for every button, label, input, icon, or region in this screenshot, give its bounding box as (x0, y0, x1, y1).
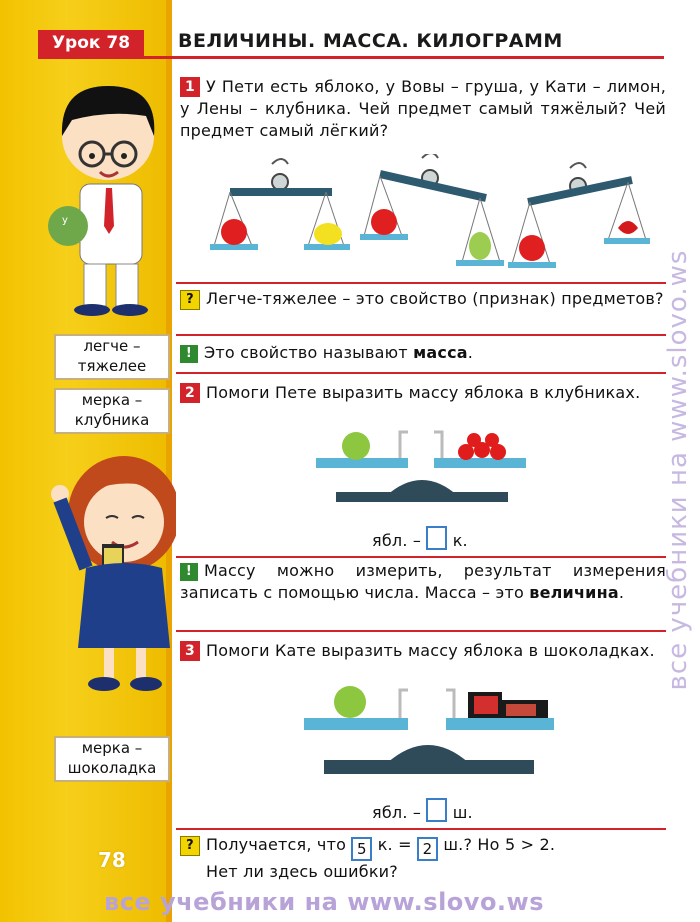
lesson-badge: Урок 78 (38, 30, 144, 56)
balance-scales-row (200, 154, 660, 272)
task-text: У Пети есть яблоко, у Вовы – груша, у Кати – лимон, у Лены – клубника. Чей предмет самый тяжёлый? Чей предмет самый лёгкий? (180, 77, 666, 140)
answer-text: Массу можно измерить, результат измерения записать с помощью числа. Масса – это (180, 561, 666, 602)
exclamation-icon: ! (180, 345, 198, 363)
answer-text: Это свойство называют (204, 343, 414, 362)
girl-illustration (46, 448, 176, 708)
boy-illustration (40, 76, 170, 316)
question-text: Легче-тяжелее – это свойство (признак) предметов? (206, 289, 664, 308)
watermark-bottom: все учебники на www.slovo.ws (104, 888, 544, 916)
page-title: ВЕЛИЧИНЫ. МАССА. КИЛОГРАММ (178, 30, 563, 52)
divider (176, 630, 666, 632)
pan-scale-chocolates (304, 680, 558, 782)
q2-part3: ш.? Но 5 > 2. (443, 835, 556, 854)
scale-apple-lemon (210, 159, 350, 250)
watermark-side: все учебники на www.slovo.ws (663, 249, 693, 691)
scale-apple-strawberry (508, 163, 650, 268)
value-box-5: 5 (351, 837, 372, 861)
eq-left: ябл. – (372, 531, 422, 550)
answer-end: . (467, 343, 474, 362)
task-text: Помоги Кате выразить массу яблока в шоколадках. (206, 641, 655, 660)
task-1 (180, 76, 666, 142)
task-number: 1 (180, 77, 200, 97)
question-2 (180, 834, 666, 883)
task-number: 2 (180, 383, 200, 403)
divider (176, 556, 666, 558)
answer-end: . (618, 583, 625, 602)
equation-1 (372, 526, 468, 552)
value-box-2: 2 (417, 837, 438, 861)
margin-underline (38, 56, 168, 59)
divider (176, 828, 666, 830)
divider (176, 282, 666, 284)
task-3 (180, 640, 666, 662)
eq-right: ш. (452, 803, 473, 822)
term-mass: масса (413, 343, 468, 362)
q2-line2: Нет ли здесь ошибки? (206, 862, 398, 881)
task-2 (180, 382, 666, 404)
answer-2 (180, 560, 666, 604)
svg-text:у: у (62, 215, 68, 226)
page-number: 78 (98, 848, 126, 872)
margin-label-lighter-heavier: легче – тяжелее (54, 334, 170, 380)
task-number: 3 (180, 641, 200, 661)
equation-2 (372, 798, 473, 824)
q2-part1: Получается, что (206, 835, 347, 854)
answer-box[interactable] (426, 798, 447, 822)
margin-label-strawberry: мерка – клубника (54, 388, 170, 434)
question-1 (180, 288, 666, 310)
term-quantity: величина (529, 583, 619, 602)
question-icon: ? (180, 290, 200, 310)
eq-right: к. (452, 531, 468, 550)
divider (176, 372, 666, 374)
margin-label-chocolate: мерка – шоколадка (54, 736, 170, 782)
eq-left: ябл. – (372, 803, 422, 822)
scale-apple-pear (360, 154, 504, 266)
answer-1 (180, 342, 666, 364)
q2-part2: к. = (377, 835, 412, 854)
answer-box[interactable] (426, 526, 447, 550)
question-icon: ? (180, 836, 200, 856)
title-underline (168, 56, 664, 59)
task-text: Помоги Пете выразить массу яблока в клубниках. (206, 383, 641, 402)
exclamation-icon: ! (180, 563, 198, 581)
pan-scale-strawberries (316, 426, 528, 518)
divider (176, 334, 666, 336)
